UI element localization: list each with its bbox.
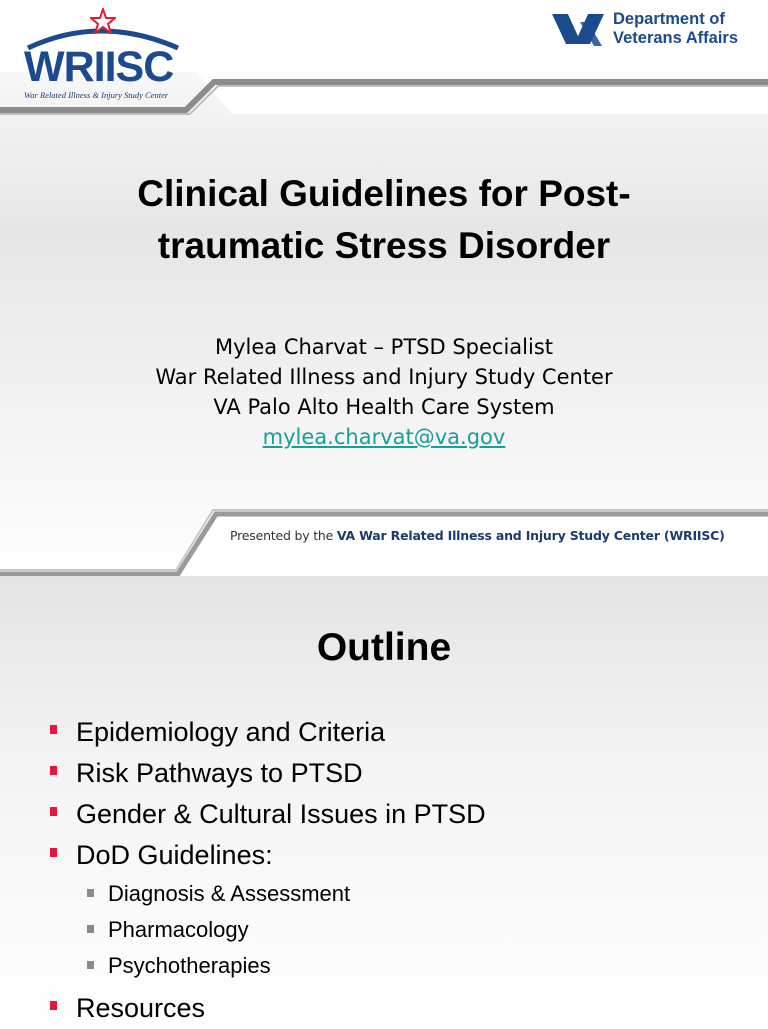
list-item: Risk Pathways to PTSD bbox=[46, 753, 486, 794]
presenter-name: Mylea Charvat – PTSD Specialist bbox=[214, 335, 554, 359]
va-logo-line1: Department of bbox=[613, 10, 725, 28]
outline-title: Outline bbox=[316, 626, 452, 669]
va-mark-icon bbox=[550, 10, 606, 50]
presenter-organization: War Related Illness and Injury Study Center bbox=[155, 365, 613, 389]
slide-title: Clinical Guidelines for Post-traumatic Stress Disorder bbox=[137, 173, 631, 266]
presented-by-prefix: Presented by the bbox=[230, 528, 334, 543]
presenter-location: VA Palo Alto Health Care System bbox=[213, 395, 555, 419]
list-item: Gender & Cultural Issues in PTSD bbox=[46, 794, 486, 835]
wriisc-subtitle: War Related Illness & Injury Study Center bbox=[24, 90, 169, 100]
presenter-info bbox=[40, 332, 728, 452]
presented-by-text bbox=[230, 528, 725, 543]
va-logo-line2: Veterans Affairs bbox=[613, 29, 739, 47]
list-item: DoD Guidelines: bbox=[46, 835, 486, 876]
presented-by-org: VA War Related Illness and Injury Study Center (WRIISC) bbox=[336, 528, 725, 543]
email-link[interactable]: mylea.charvat@va.gov bbox=[262, 425, 506, 449]
sub-list-item: Diagnosis & Assessment bbox=[76, 876, 486, 912]
va-logo bbox=[550, 10, 760, 52]
list-item: Resources bbox=[46, 988, 486, 1029]
wriisc-logo bbox=[20, 8, 186, 104]
sub-list-container bbox=[46, 876, 486, 984]
sub-list bbox=[76, 876, 486, 984]
outline-list bbox=[46, 712, 486, 1029]
sub-list-item: Pharmacology bbox=[76, 912, 486, 948]
wriisc-wordmark: WRIISC bbox=[24, 43, 174, 91]
star-icon bbox=[90, 8, 116, 34]
sub-list-item: Psychotherapies bbox=[76, 948, 486, 984]
va-logo-text bbox=[613, 10, 738, 48]
list-item: Epidemiology and Criteria bbox=[46, 712, 486, 753]
